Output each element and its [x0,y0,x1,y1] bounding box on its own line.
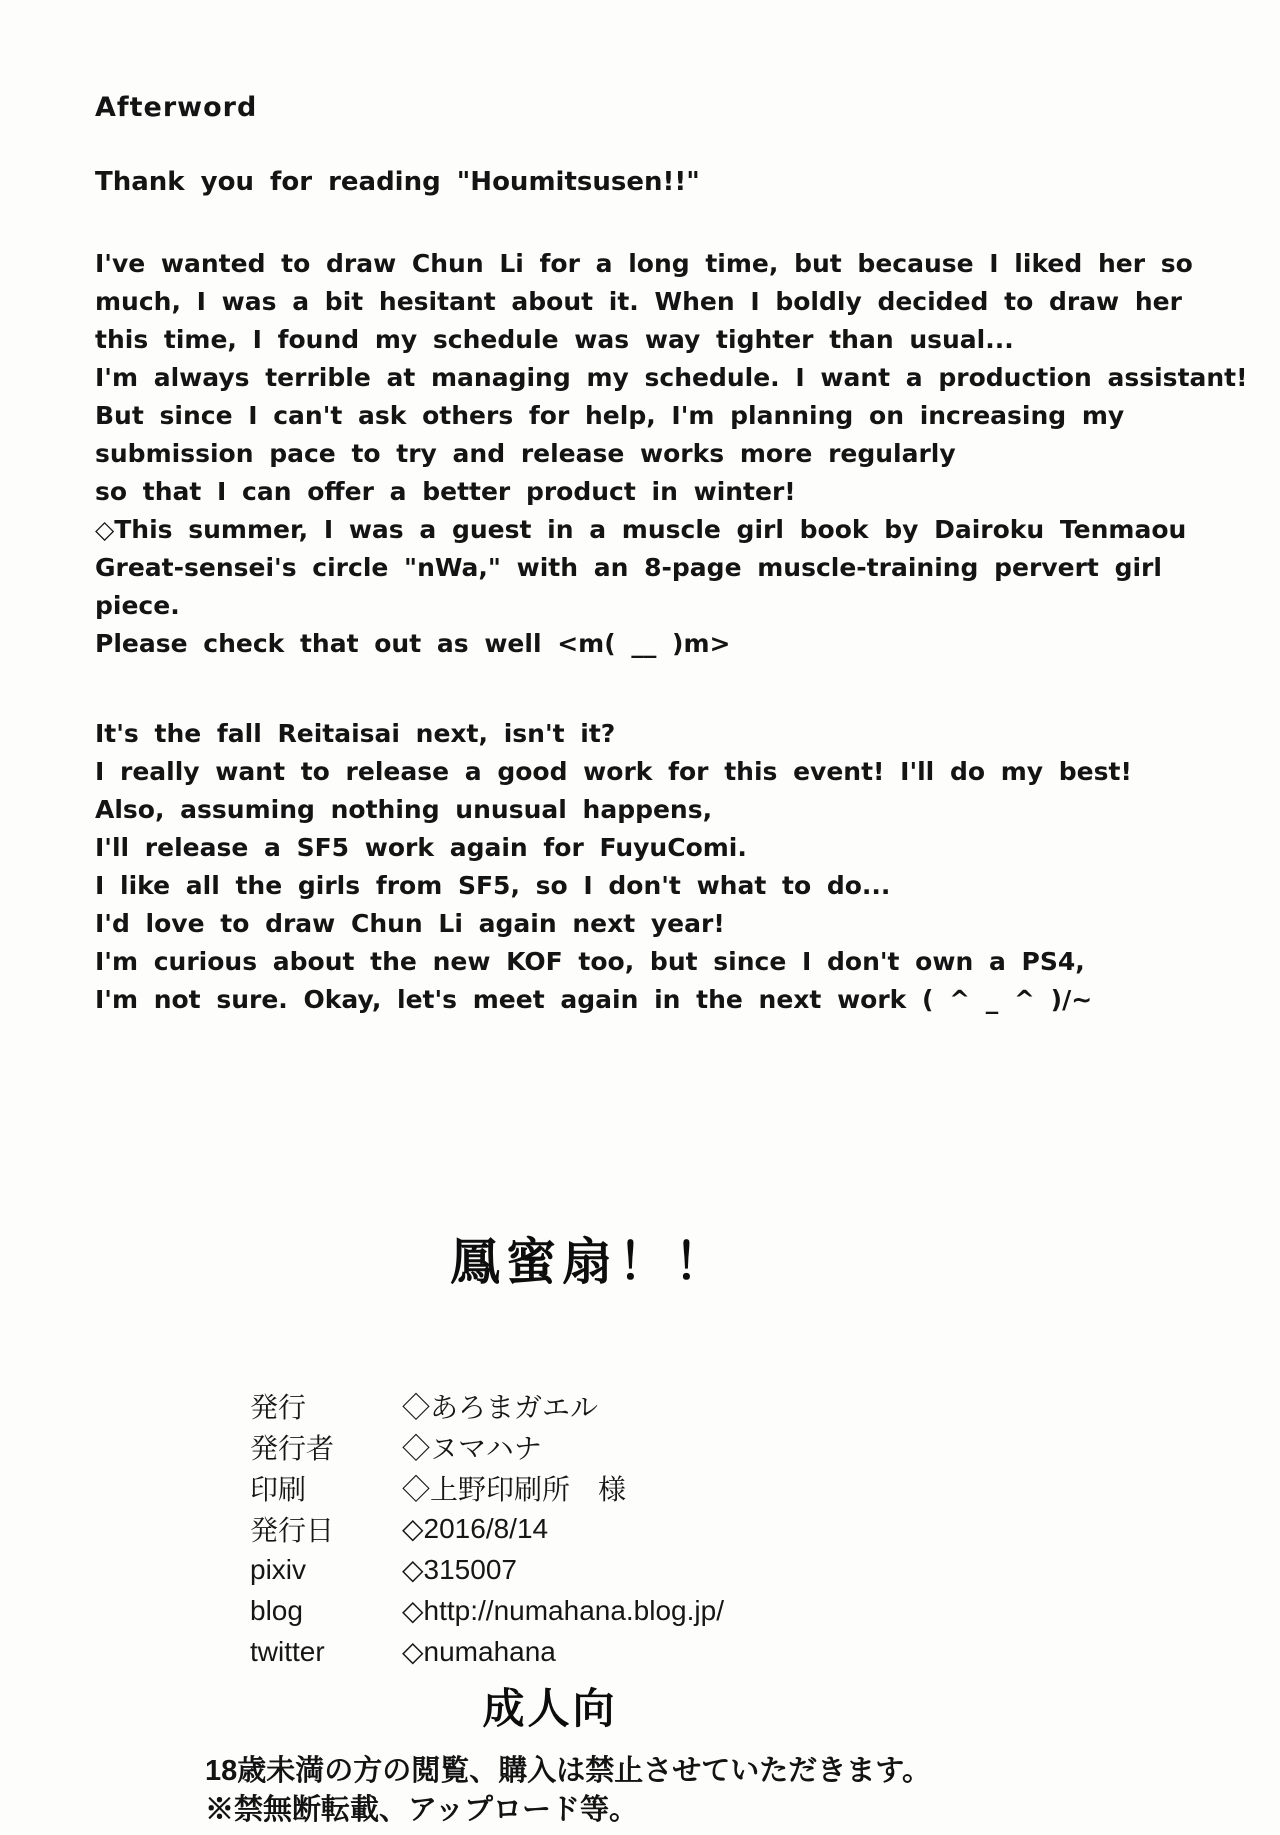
colophon-value: ◇http://numahana.blog.jp/ [402,1595,724,1626]
colophon-row-blog [250,1590,724,1631]
colophon-label: 印刷 [250,1473,307,1505]
colophon-row-author [250,1426,724,1467]
paragraph-line: this time, I found my schedule was way tighter than usual... [95,325,1014,354]
afterword-section [95,92,1248,1019]
paragraph-line: I'm not sure. Okay, let's meet again in the next work ( ^ _ ^ )/~ [95,985,1093,1014]
paragraph-line: But since I can't ask others for help, I'm planning on increasing my [95,401,1125,430]
colophon-row-date [250,1508,724,1549]
colophon-label: twitter [250,1635,325,1667]
paragraph-line: I'll release a SF5 work again for FuyuComi. [95,833,747,862]
colophon-value: ◇numahana [402,1636,556,1667]
paragraph-line: I'd love to draw Chun Li again next year! [95,909,725,938]
paragraph-line: ◇This summer, I was a guest in a muscle girl book by Dairoku Tenmaou [95,515,1187,544]
paragraph-line: piece. [95,591,180,620]
colophon-label: 発行 [250,1391,307,1423]
paragraph-line: It's the fall Reitaisai next, isn't it? [95,719,616,748]
afterword-paragraph-1 [95,245,1248,663]
colophon-label: pixiv [250,1553,307,1585]
paragraph-line: I've wanted to draw Chun Li for a long time, but because I liked her so [95,249,1193,278]
colophon-value: ◇あろまガエル [402,1391,599,1423]
colophon-block [250,1385,724,1672]
colophon-value: ◇315007 [402,1554,517,1585]
colophon-row-publisher [250,1385,724,1426]
colophon-label: 発行者 [250,1432,335,1464]
colophon-label: blog [250,1594,303,1626]
afterword-paragraph-2 [95,715,1205,1019]
book-title-japanese: 鳳蜜扇！！ [450,1234,730,1290]
colophon-value: ◇ヌマハナ [402,1432,542,1464]
colophon-value: ◇2016/8/14 [402,1513,549,1544]
colophon-label: 発行日 [250,1514,335,1546]
disclaimer-line: 18歳未満の方の閲覧、購入は禁止させていただきます。 [205,1755,931,1787]
thanks-line: Thank you for reading "Houmitsusen!!" [95,167,700,197]
paragraph-line: Great-sensei's circle "nWa," with an 8-page muscle-training pervert girl [95,553,1162,582]
paragraph-line: much, I was a bit hesitant about it. When I boldly decided to draw her [95,287,1182,316]
paragraph-gap [95,663,1205,715]
paragraph-line: Also, assuming nothing unusual happens, [95,795,713,824]
colophon-row-pixiv [250,1549,724,1590]
colophon-row-twitter [250,1631,724,1672]
paragraph-line: I'm curious about the new KOF too, but since I don't own a PS4, [95,947,1085,976]
disclaimer-block [205,1752,931,1830]
adult-only-notice: 成人向 [482,1685,618,1732]
colophon-value: ◇上野印刷所 様 [402,1473,627,1505]
afterword-heading: Afterword [95,92,258,123]
paragraph-line: I really want to release a good work for this event! I'll do my best! [95,757,1132,786]
paragraph-line: so that I can offer a better product in winter! [95,477,796,506]
paragraph-line: Please check that out as well <m( __ )m> [95,629,731,658]
disclaimer-line: ※禁無断転載、アップロード等。 [205,1794,638,1826]
paragraph-line: I like all the girls from SF5, so I don't what to do... [95,871,891,900]
colophon-row-printer [250,1467,724,1508]
paragraph-line: I'm always terrible at managing my schedule. I want a production assistant! [95,363,1248,392]
paragraph-line: submission pace to try and release works more regularly [95,439,956,468]
